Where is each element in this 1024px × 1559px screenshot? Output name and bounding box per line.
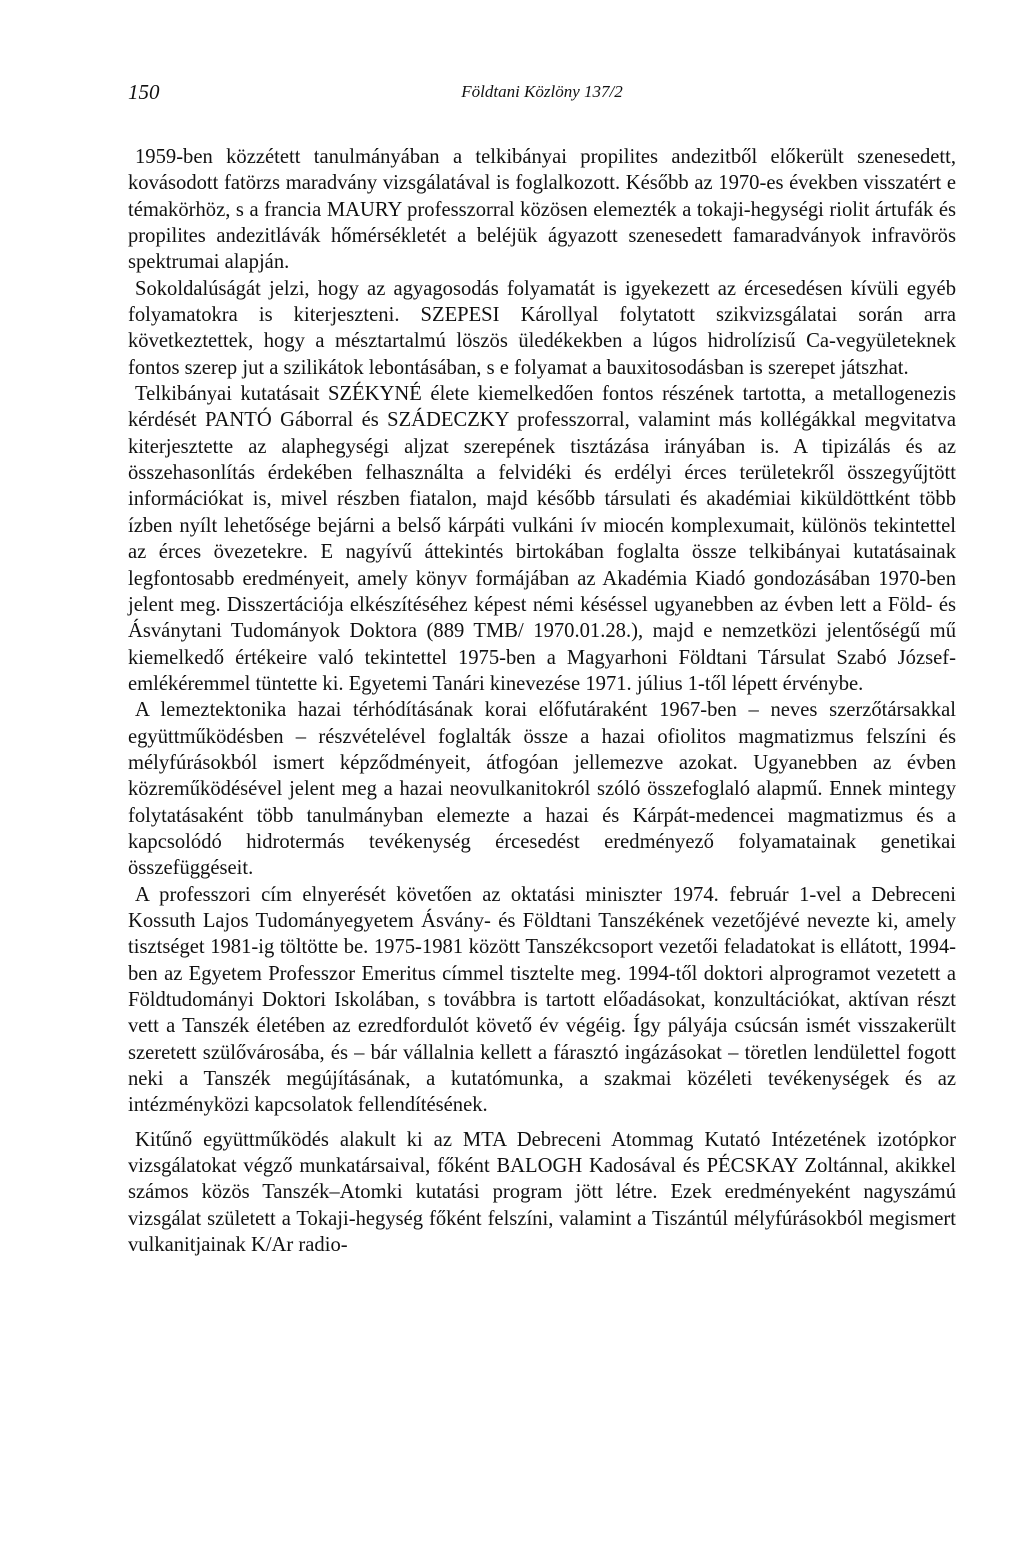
paragraph-5: A professzori cím elnyerését követően az oktatási miniszter 1974. február 1-vel a Debreceni Kossuth Lajos Tudományegyetem Ásvány- és Földtani Tanszékének vezetőjévé nevezte ki, amely tisztséget 1981-ig töltötte be. 1975-1981 között Tanszékcsoport vezetői feladatokat is ellátott, 1994-ben az Egyetem Professzor Emeritus címmel tisztelte meg. 1994-től doktori alprogramot vezetett a Földtudományi Doktori Iskolában, s továbbra is tartott előadásokat, konzultációkat, aktívan részt vett a Tanszék életében az ezredfordulót követő év végéig. Így pályája csúcsán ismét visszakerült szeretett szülővárosába, és – bár vállalnia kellett a fárasztó ingázásokat – töretlen lendülettel fogott neki a Tanszék megújításának, a kutatómunka, a szakmai közéleti tevékenységek és az intézményközi kapcsolatok fellendítésének.: [128, 883, 956, 1117]
page-header: [128, 78, 956, 108]
paragraph-1: 1959-ben közzétett tanulmányában a telkibányai propilites andezitből előkerült szenesedett, kovásodott fatörzs maradvány vizsgálatával is foglalkozott. Később az 1970-es években visszatért e témakörhöz, s a francia MAURY professzorral közösen elemezték a tokaji-hegységi riolit ártufák és propilites andezitlávák hőmérsékletét a beléjük ágyazott szenesedett famaradványok infravörös spektrumai alapján.: [128, 146, 956, 274]
paragraph-4: A lemeztektonika hazai térhódításának korai előfutáraként 1967-ben – neves szerzőtársakkal együttműködésben – részvételével foglalták össze a hazai ofiolitos magmatizmus felszíni és mélyfúrásokból ismert képződményeit, átfogóan jellemezve azokat. Ugyanebben az évben közreműködésével jelent meg a hazai neovulkanitokról szóló összefoglaló alapmű. Ennek mintegy folytatásaként több tanulmányban elemezte a hazai és Kárpát-medencei magmatizmus és a kapcsolódó hidrotermás tevékenység ércesedést eredményező folyamatainak genetikai összefüggéseit.: [128, 699, 956, 880]
paragraph-3: Telkibányai kutatásait SZÉKYNÉ élete kiemelkedően fontos részének tartotta, a metallogenezis kérdését PANTÓ Gáborral és SZÁDECZKY professzorral, valamint más kollégákkal megvitatva kiterjesztette az alaphegységi aljzat szerepének tisztázása irányában is. A tipizálás és az összehasonlítás érdekében felhasználta a felvidéki és erdélyi érces területekről összegyűjtött információkat is, mivel részben fiatalon, majd később társulati és akadémiai kiküldöttként több ízben nyílt lehetősége bejárni a belső kárpáti vulkáni ív miocén komplexumait, különös tekintettel az érces övezetekre. E nagyívű áttekintés birtokában foglalta össze telkibányai kutatásainak legfontosabb eredményeit, amely könyv formájában az Akadémia Kiadó gondozásában 1970-ben jelent meg. Disszertációja elkészítéséhez képest némi késéssel ugyanebben az évben lett a Föld- és Ásványtani Tudományok Doktora (889 TMB/ 1970.01.28.), majd e nemzetközi jelentőségű mű kiemelkedő értékeire való tekintettel 1975-ben a Magyarhoni Földtani Társulat Szabó József-emlékéremmel tüntette ki. Egyetemi Tanári kinevezése 1971. július 1-től lépett érvénybe.: [128, 383, 956, 695]
paragraph-6: Kitűnő együttműködés alakult ki az MTA Debreceni Atommag Kutató Intézetének izotópkor vizsgálatokat végző munkatársaival, főként BALOGH Kadosával és PÉCSKAY Zoltánnal, akikkel számos közös Tanszék–Atomki kutatási program jött létre. Ezek eredményeként nagyszámú vizsgálat született a Tokaji-hegység főként felszíni, valamint a Tiszántúl mélyfúrásokból megismert vulkanitjainak K/Ar radio-: [128, 1128, 956, 1257]
paragraph-2: Sokoldalúságát jelzi, hogy az agyagosodás folyamatát is igyekezett az ércesedésen kívüli egyéb folyamatokra is kiterjeszteni. SZEPESI Károllyal folytatott szikvizsgálatai során arra következtettek, hogy a mésztartalmú löszös üledékekben a lúgos hidrolízisű Ca-vegyületeknek fontos szerep jut a szilikátok lebontásában, s e folyamat a bauxitosodásban is szerepet játszhat.: [128, 277, 956, 379]
running-head-journal: Földtani Közlöny 137/2: [461, 82, 623, 101]
page-number: 150: [128, 80, 160, 104]
article-body: [128, 144, 956, 1258]
